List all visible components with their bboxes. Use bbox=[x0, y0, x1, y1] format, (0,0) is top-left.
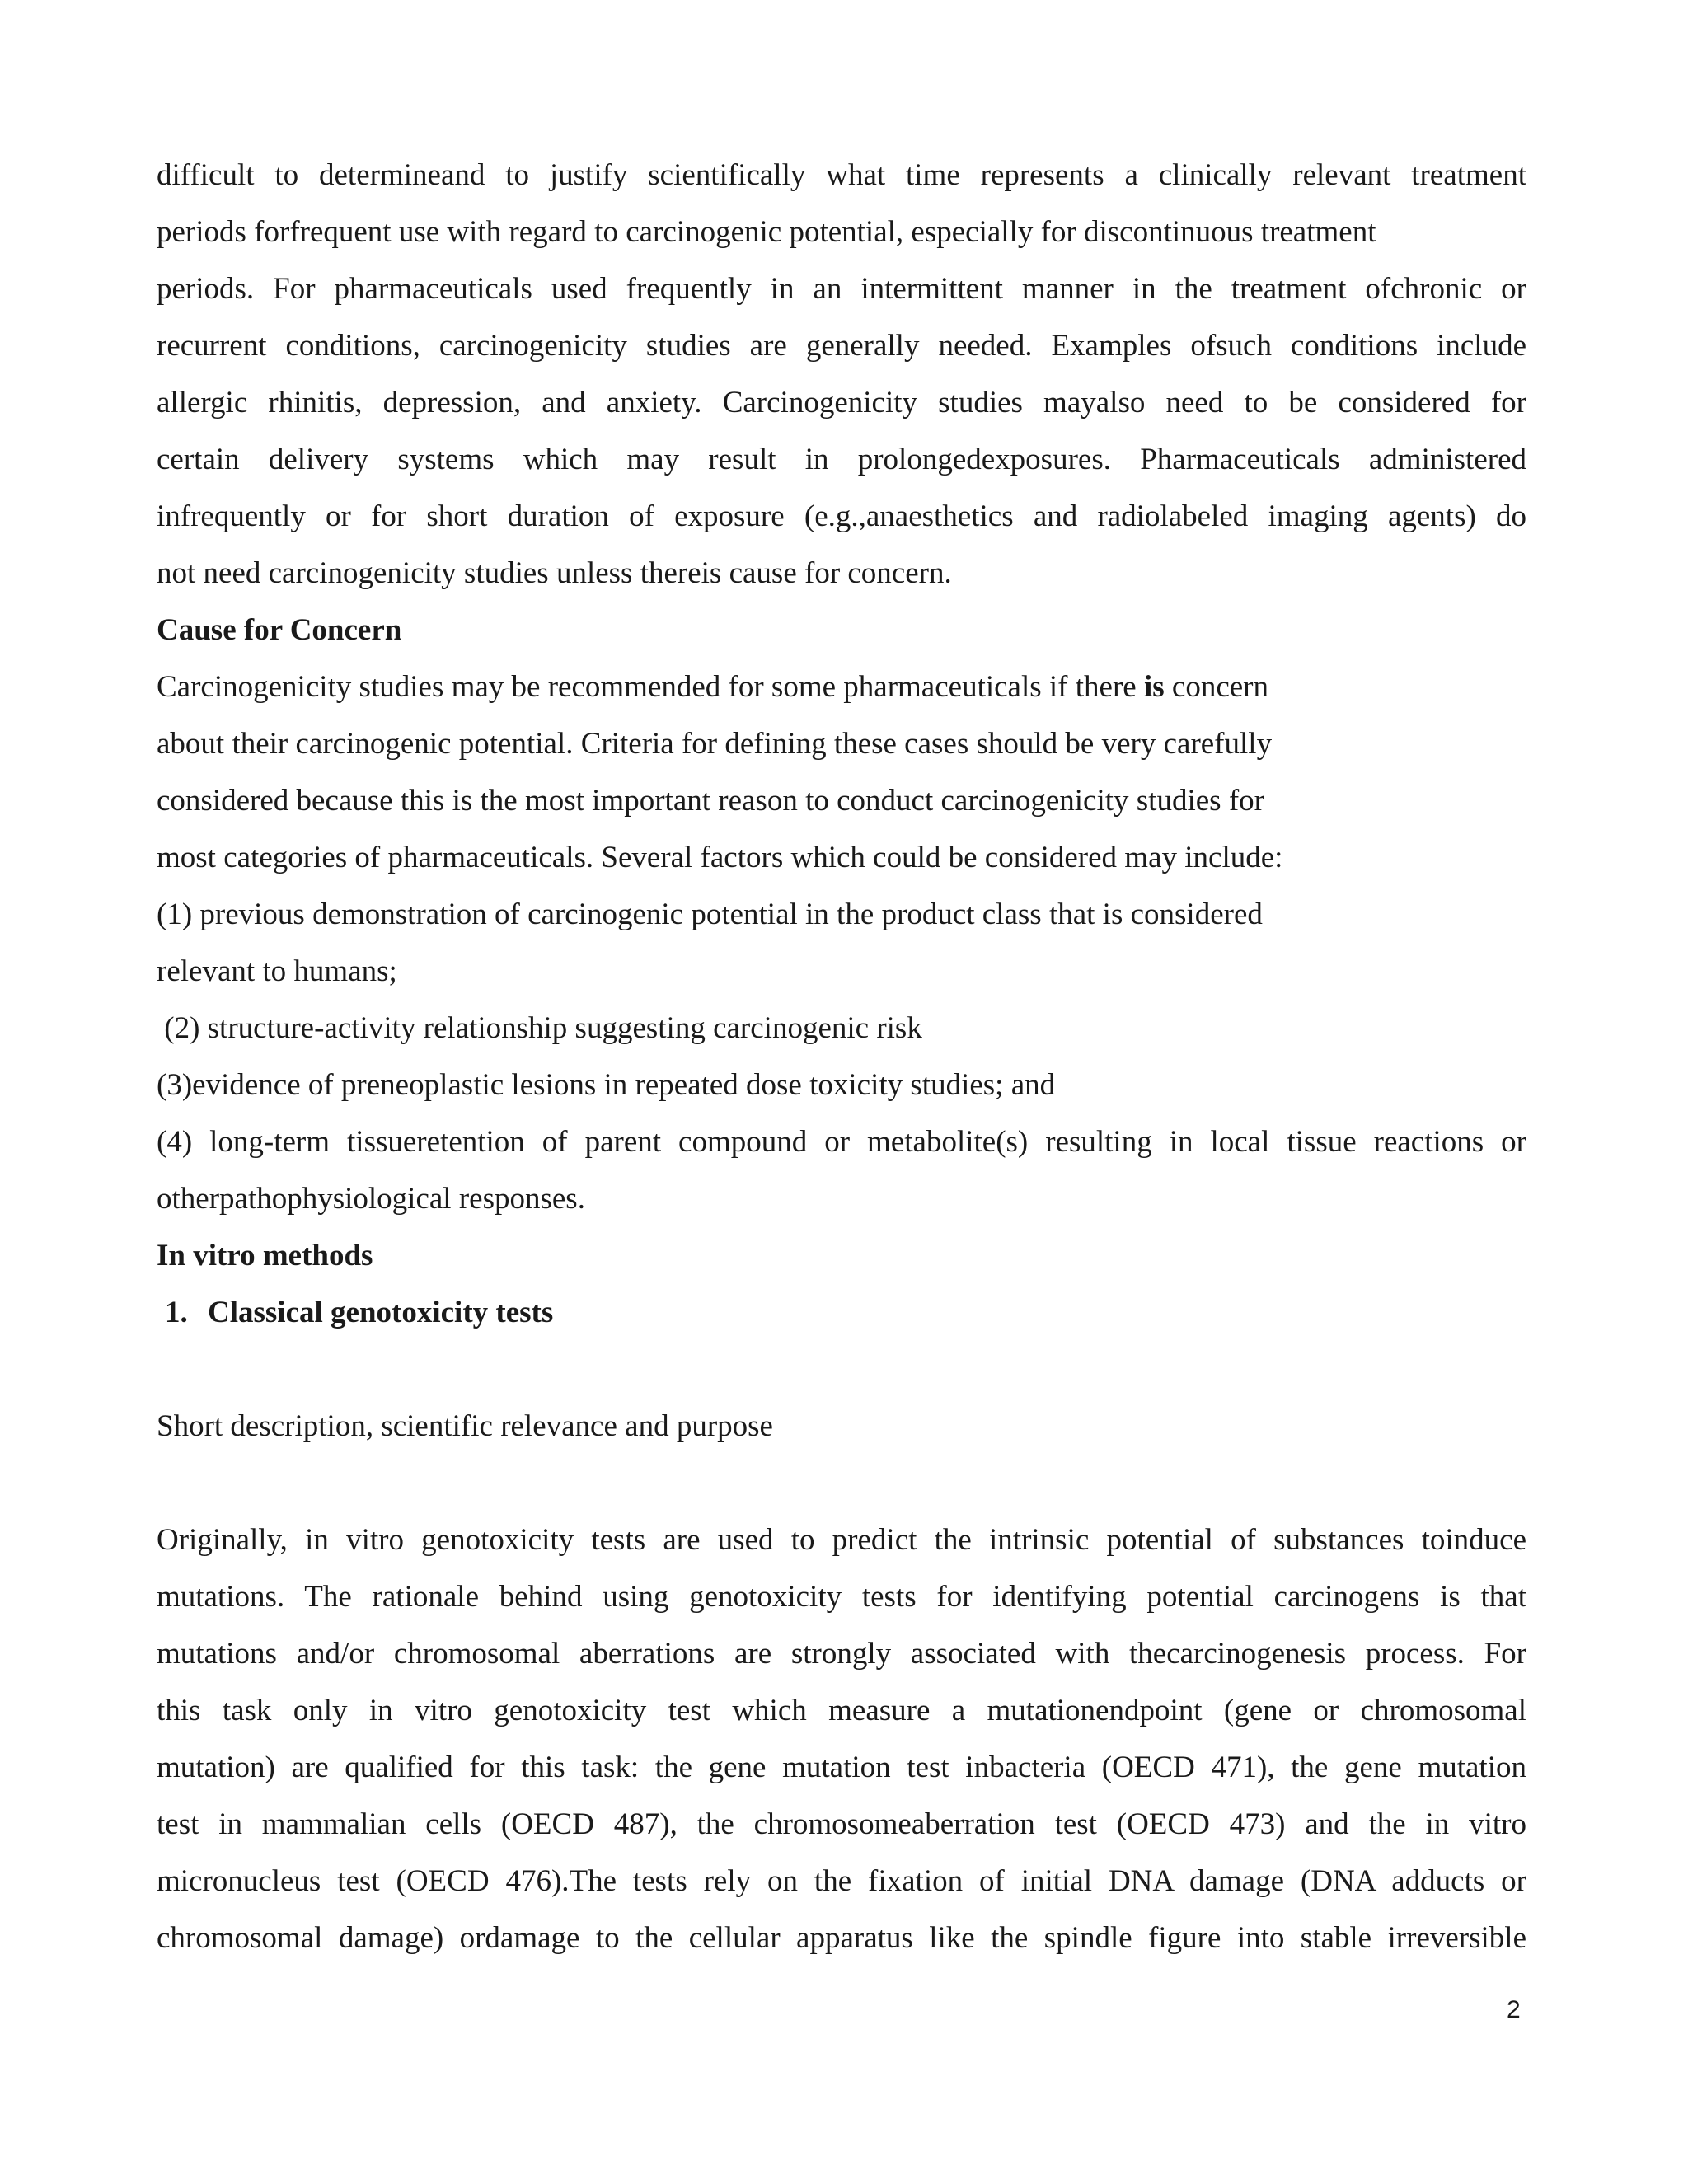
list-title: Classical genotoxicity tests bbox=[208, 1296, 554, 1329]
paragraph-line: mutations and/or chromosomal aberrations are strongly associated with thecarcinogenesis process. For bbox=[157, 1637, 1526, 1671]
list-line: relevant to humans; bbox=[157, 954, 397, 988]
list-number: 1. bbox=[165, 1296, 188, 1329]
bold-text-run: is bbox=[1143, 670, 1165, 704]
section-heading-cause-for-concern: Cause for Concern bbox=[157, 613, 402, 647]
paragraph-line: not need carcinogenicity studies unless thereis cause for concern. bbox=[157, 556, 952, 590]
paragraph-line: about their carcinogenic potential. Criteria for defining these cases should be very carefully bbox=[157, 727, 1273, 761]
paragraph-line: periods. For pharmaceuticals used frequently in an intermittent manner in the treatment ofchronic or bbox=[157, 272, 1526, 306]
list-line: otherpathophysiological responses. bbox=[157, 1182, 585, 1216]
paragraph-line: considered because this is the most important reason to conduct carcinogenicity studies for bbox=[157, 784, 1264, 818]
paragraph-line: certain delivery systems which may result in prolongedexposures. Pharmaceuticals administered bbox=[157, 443, 1526, 476]
paragraph-line: micronucleus test (OECD 476).The tests rely on the fixation of initial DNA damage (DNA adducts or bbox=[157, 1864, 1526, 1898]
paragraph-line: recurrent conditions, carcinogenicity studies are generally needed. Examples ofsuch conditions include bbox=[157, 329, 1526, 363]
paragraph-line: allergic rhinitis, depression, and anxiety. Carcinogenicity studies mayalso need to be considered for bbox=[157, 386, 1526, 419]
section-heading-in-vitro-methods: In vitro methods bbox=[157, 1239, 373, 1272]
paragraph-line: this task only in vitro genotoxicity test which measure a mutationendpoint (gene or chromosomal bbox=[157, 1694, 1526, 1727]
list-line: (4) long-term tissueretention of parent compound or metabolite(s) resulting in local tissue reactions or bbox=[157, 1125, 1526, 1159]
paragraph-line: mutations. The rationale behind using genotoxicity tests for identifying potential carcinogens is that bbox=[157, 1580, 1526, 1614]
paragraph-line: chromosomal damage) ordamage to the cellular apparatus like the spindle figure into stable irreversible bbox=[157, 1921, 1526, 1955]
text-run: concern bbox=[1164, 670, 1268, 704]
paragraph-line: periods forfrequent use with regard to carcinogenic potential, especially for discontinuous treatment bbox=[157, 215, 1376, 249]
paragraph-line: test in mammalian cells (OECD 487), the chromosomeaberration test (OECD 473) and the in vitro bbox=[157, 1807, 1526, 1841]
numbered-subheading bbox=[157, 1294, 1526, 1332]
paragraph-line: Originally, in vitro genotoxicity tests are used to predict the intrinsic potential of substances toinduce bbox=[157, 1523, 1526, 1557]
paragraph-line: infrequently or for short duration of exposure (e.g.,anaesthetics and radiolabeled imaging agents) do bbox=[157, 499, 1526, 533]
list-line: (1) previous demonstration of carcinogenic potential in the product class that is considered bbox=[157, 898, 1263, 931]
list-line: (3)evidence of preneoplastic lesions in repeated dose toxicity studies; and bbox=[157, 1068, 1056, 1102]
paragraph-line: mutation) are qualified for this task: the gene mutation test inbacteria (OECD 471), the gene mutation bbox=[157, 1750, 1526, 1784]
text-run: Carcinogenicity studies may be recommended for some pharmaceuticals if there bbox=[157, 670, 1144, 704]
paragraph-line: difficult to determineand to justify scientifically what time represents a clinically relevant treatment bbox=[157, 158, 1526, 192]
paragraph-line: most categories of pharmaceuticals. Several factors which could be considered may include: bbox=[157, 841, 1283, 874]
list-line: (2) structure-activity relationship suggesting carcinogenic risk bbox=[157, 1011, 922, 1045]
page-number: 2 bbox=[1507, 1996, 1521, 2023]
subheading-short-description: Short description, scientific relevance and purpose bbox=[157, 1409, 773, 1443]
paragraph-line bbox=[157, 668, 1526, 706]
